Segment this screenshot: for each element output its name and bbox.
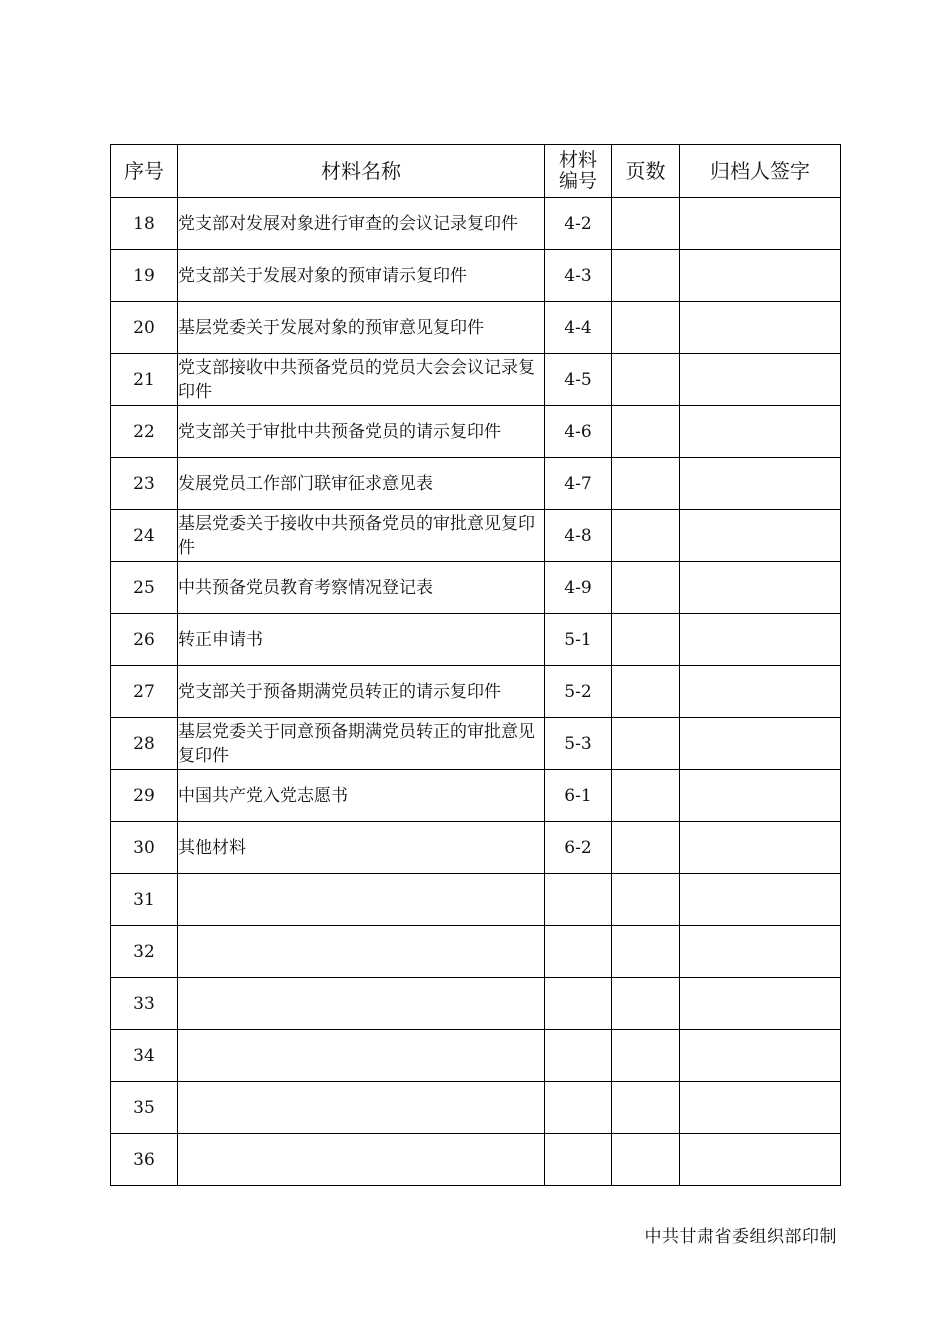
row-material-code	[545, 926, 612, 978]
row-material-code	[545, 1134, 612, 1186]
table-row	[111, 302, 841, 354]
row-page-count	[612, 354, 680, 406]
row-material-name: 中共预备党员教育考察情况登记表	[178, 562, 545, 614]
printer-footer: 中共甘肃省委组织部印制	[644, 1227, 837, 1247]
row-serial-number: 35	[111, 1082, 178, 1134]
row-archiver-signature	[680, 1082, 841, 1134]
table-row	[111, 1082, 841, 1134]
row-page-count	[612, 770, 680, 822]
row-serial-number: 23	[111, 458, 178, 510]
row-page-count	[612, 874, 680, 926]
row-material-code: 6-1	[545, 770, 612, 822]
row-material-name: 党支部关于审批中共预备党员的请示复印件	[178, 406, 545, 458]
row-serial-number: 25	[111, 562, 178, 614]
row-page-count	[612, 978, 680, 1030]
row-material-code: 6-2	[545, 822, 612, 874]
row-page-count	[612, 458, 680, 510]
table-body	[111, 198, 841, 1186]
row-serial-number: 20	[111, 302, 178, 354]
header-material-code-line2: 编号	[558, 170, 597, 192]
row-material-code: 4-4	[545, 302, 612, 354]
table-row	[111, 718, 841, 770]
row-page-count	[612, 718, 680, 770]
row-material-name	[178, 926, 545, 978]
row-serial-number: 19	[111, 250, 178, 302]
row-page-count	[612, 406, 680, 458]
row-material-name: 党支部关于发展对象的预审请示复印件	[178, 250, 545, 302]
row-serial-number: 27	[111, 666, 178, 718]
row-material-code: 4-6	[545, 406, 612, 458]
row-serial-number: 29	[111, 770, 178, 822]
row-serial-number: 36	[111, 1134, 178, 1186]
row-material-name: 发展党员工作部门联审征求意见表	[178, 458, 545, 510]
table-row	[111, 1134, 841, 1186]
table-row	[111, 874, 841, 926]
row-material-code: 5-2	[545, 666, 612, 718]
row-archiver-signature	[680, 770, 841, 822]
archive-materials-table	[110, 144, 841, 1186]
row-archiver-signature	[680, 354, 841, 406]
row-archiver-signature	[680, 1134, 841, 1186]
row-page-count	[612, 562, 680, 614]
table-row	[111, 926, 841, 978]
row-archiver-signature	[680, 198, 841, 250]
row-serial-number: 31	[111, 874, 178, 926]
header-material-code-line1: 材料	[558, 149, 597, 171]
row-page-count	[612, 250, 680, 302]
row-material-code: 4-2	[545, 198, 612, 250]
table-row	[111, 510, 841, 562]
row-archiver-signature	[680, 406, 841, 458]
row-page-count	[612, 1134, 680, 1186]
row-material-code: 4-7	[545, 458, 612, 510]
table-row	[111, 406, 841, 458]
table-row	[111, 822, 841, 874]
row-material-name	[178, 1082, 545, 1134]
row-page-count	[612, 302, 680, 354]
table-row	[111, 250, 841, 302]
row-page-count	[612, 1082, 680, 1134]
row-serial-number: 22	[111, 406, 178, 458]
table-row	[111, 198, 841, 250]
row-serial-number: 33	[111, 978, 178, 1030]
table-row	[111, 458, 841, 510]
row-archiver-signature	[680, 614, 841, 666]
row-page-count	[612, 1030, 680, 1082]
row-material-name: 中国共产党入党志愿书	[178, 770, 545, 822]
row-archiver-signature	[680, 302, 841, 354]
row-page-count	[612, 822, 680, 874]
table-row	[111, 1030, 841, 1082]
row-archiver-signature	[680, 874, 841, 926]
row-material-name: 党支部接收中共预备党员的党员大会会议记录复印件	[178, 354, 545, 406]
row-material-name: 党支部关于预备期满党员转正的请示复印件	[178, 666, 545, 718]
row-material-name	[178, 1134, 545, 1186]
header-material-code	[545, 145, 612, 198]
row-archiver-signature	[680, 926, 841, 978]
row-archiver-signature	[680, 718, 841, 770]
table-row	[111, 354, 841, 406]
row-material-name: 基层党委关于接收中共预备党员的审批意见复印件	[178, 510, 545, 562]
row-serial-number: 30	[111, 822, 178, 874]
row-material-name: 基层党委关于发展对象的预审意见复印件	[178, 302, 545, 354]
row-page-count	[612, 510, 680, 562]
row-material-code	[545, 1082, 612, 1134]
row-serial-number: 34	[111, 1030, 178, 1082]
header-archiver-signature: 归档人签字	[680, 145, 841, 198]
table-row	[111, 666, 841, 718]
header-serial-number: 序号	[111, 145, 178, 198]
row-archiver-signature	[680, 1030, 841, 1082]
row-material-code	[545, 978, 612, 1030]
row-material-name: 党支部对发展对象进行审查的会议记录复印件	[178, 198, 545, 250]
row-archiver-signature	[680, 458, 841, 510]
row-page-count	[612, 926, 680, 978]
table-header-row	[111, 145, 841, 198]
row-material-name: 基层党委关于同意预备期满党员转正的审批意见复印件	[178, 718, 545, 770]
row-material-name	[178, 978, 545, 1030]
row-serial-number: 32	[111, 926, 178, 978]
row-page-count	[612, 614, 680, 666]
row-serial-number: 21	[111, 354, 178, 406]
row-material-code: 4-8	[545, 510, 612, 562]
row-archiver-signature	[680, 510, 841, 562]
row-material-code: 4-3	[545, 250, 612, 302]
row-archiver-signature	[680, 666, 841, 718]
row-archiver-signature	[680, 822, 841, 874]
row-page-count	[612, 198, 680, 250]
row-archiver-signature	[680, 978, 841, 1030]
row-material-code: 4-9	[545, 562, 612, 614]
row-serial-number: 28	[111, 718, 178, 770]
table-row	[111, 614, 841, 666]
row-material-name	[178, 874, 545, 926]
row-material-code: 5-1	[545, 614, 612, 666]
row-material-code: 4-5	[545, 354, 612, 406]
header-material-name: 材料名称	[178, 145, 545, 198]
row-material-code	[545, 874, 612, 926]
row-material-name: 其他材料	[178, 822, 545, 874]
row-page-count	[612, 666, 680, 718]
row-material-name	[178, 1030, 545, 1082]
row-serial-number: 26	[111, 614, 178, 666]
row-material-name: 转正申请书	[178, 614, 545, 666]
row-material-code: 5-3	[545, 718, 612, 770]
table-row	[111, 770, 841, 822]
table-row	[111, 978, 841, 1030]
row-archiver-signature	[680, 250, 841, 302]
header-page-count: 页数	[612, 145, 680, 198]
row-material-code	[545, 1030, 612, 1082]
row-serial-number: 24	[111, 510, 178, 562]
row-archiver-signature	[680, 562, 841, 614]
row-serial-number: 18	[111, 198, 178, 250]
table-row	[111, 562, 841, 614]
